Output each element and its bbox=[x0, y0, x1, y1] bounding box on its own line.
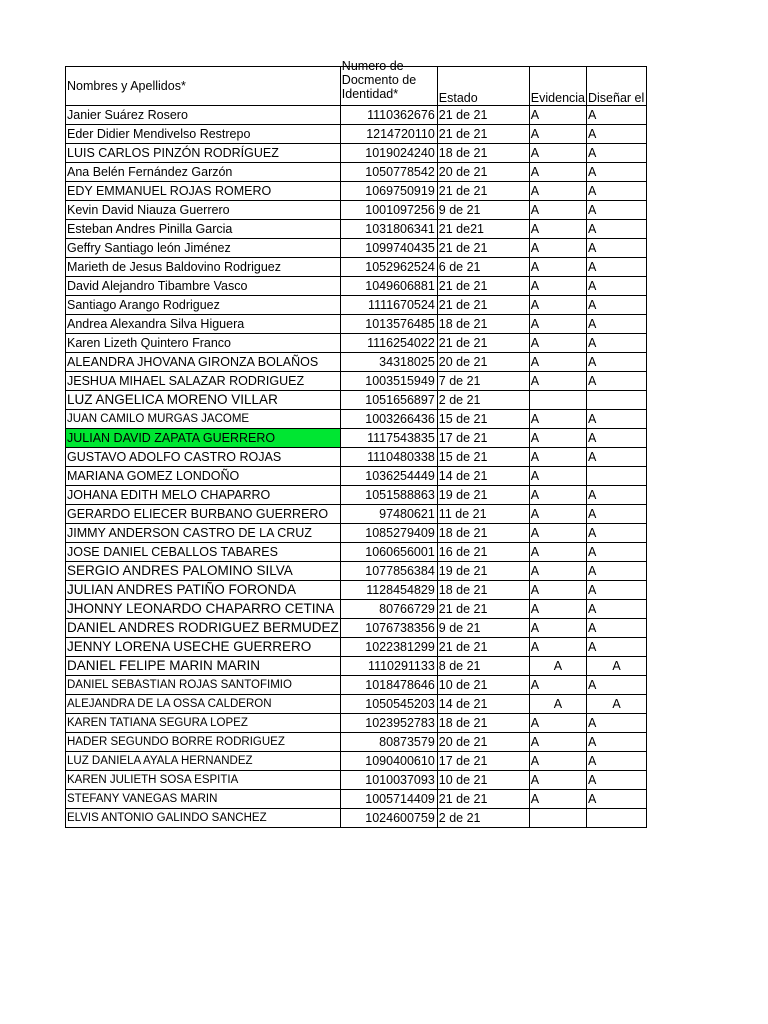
cell-estado[interactable]: 19 de 21 bbox=[437, 486, 529, 505]
cell-evidencia[interactable]: A bbox=[529, 657, 586, 676]
cell-document[interactable]: 1049606881 bbox=[340, 277, 437, 296]
cell-document[interactable]: 1099740435 bbox=[340, 239, 437, 258]
cell-disenar[interactable]: A bbox=[587, 771, 647, 790]
cell-evidencia[interactable]: A bbox=[529, 372, 586, 391]
cell-evidencia[interactable]: A bbox=[529, 277, 586, 296]
cell-name[interactable]: JULIAN ANDRES PATIÑO FORONDA bbox=[66, 581, 341, 600]
table-row bbox=[66, 163, 647, 182]
cell-estado[interactable]: 15 de 21 bbox=[437, 448, 529, 467]
table-row bbox=[66, 809, 647, 828]
cell-disenar[interactable]: A bbox=[587, 353, 647, 372]
cell-disenar[interactable]: A bbox=[587, 657, 647, 676]
cell-disenar[interactable]: A bbox=[587, 372, 647, 391]
cell-disenar[interactable]: A bbox=[587, 334, 647, 353]
cell-disenar[interactable] bbox=[587, 391, 647, 410]
cell-evidencia[interactable]: A bbox=[529, 752, 586, 771]
cell-name[interactable]: DANIEL ANDRES RODRIGUEZ BERMUDEZ bbox=[66, 619, 341, 638]
cell-estado[interactable]: 21 de 21 bbox=[437, 106, 529, 125]
cell-disenar[interactable]: A bbox=[587, 695, 647, 714]
cell-name[interactable]: GUSTAVO ADOLFO CASTRO ROJAS bbox=[66, 448, 341, 467]
cell-estado[interactable]: 2 de 21 bbox=[437, 391, 529, 410]
header-name[interactable]: Nombres y Apellidos* bbox=[66, 67, 341, 106]
cell-name[interactable]: Karen Lizeth Quintero Franco bbox=[66, 334, 341, 353]
cell-document[interactable]: 1110480338 bbox=[340, 448, 437, 467]
cell-evidencia[interactable]: A bbox=[529, 733, 586, 752]
table-row bbox=[66, 410, 647, 429]
cell-disenar[interactable]: A bbox=[587, 448, 647, 467]
cell-disenar[interactable] bbox=[587, 467, 647, 486]
cell-document[interactable]: 1003266436 bbox=[340, 410, 437, 429]
table-row bbox=[66, 258, 647, 277]
cell-name[interactable]: LUIS CARLOS PINZÓN RODRÍGUEZ bbox=[66, 144, 341, 163]
cell-evidencia[interactable]: A bbox=[529, 106, 586, 125]
cell-document[interactable]: 1019024240 bbox=[340, 144, 437, 163]
cell-disenar[interactable]: A bbox=[587, 676, 647, 695]
cell-evidencia[interactable]: A bbox=[529, 258, 586, 277]
cell-document[interactable]: 1050778542 bbox=[340, 163, 437, 182]
cell-estado[interactable]: 8 de 21 bbox=[437, 657, 529, 676]
cell-name[interactable]: JESHUA MIHAEL SALAZAR RODRIGUEZ bbox=[66, 372, 341, 391]
table-row bbox=[66, 391, 647, 410]
cell-evidencia[interactable]: A bbox=[529, 467, 586, 486]
cell-estado[interactable]: 18 de 21 bbox=[437, 524, 529, 543]
cell-disenar[interactable]: A bbox=[587, 486, 647, 505]
cell-estado[interactable]: 10 de 21 bbox=[437, 771, 529, 790]
cell-disenar[interactable]: A bbox=[587, 429, 647, 448]
cell-name[interactable]: JULIAN DAVID ZAPATA GUERRERO bbox=[66, 429, 341, 448]
cell-estado[interactable]: 14 de 21 bbox=[437, 695, 529, 714]
table-row bbox=[66, 220, 647, 239]
cell-document[interactable]: 1024600759 bbox=[340, 809, 437, 828]
cell-disenar[interactable]: A bbox=[587, 201, 647, 220]
cell-evidencia[interactable]: A bbox=[529, 619, 586, 638]
cell-document[interactable]: 1001097256 bbox=[340, 201, 437, 220]
cell-disenar[interactable]: A bbox=[587, 790, 647, 809]
cell-disenar[interactable]: A bbox=[587, 239, 647, 258]
cell-name[interactable]: DANIEL SEBASTIAN ROJAS SANTOFIMIO bbox=[66, 676, 341, 695]
table-row bbox=[66, 106, 647, 125]
cell-name[interactable]: JHONNY LEONARDO CHAPARRO CETINA bbox=[66, 600, 341, 619]
cell-name[interactable]: Esteban Andres Pinilla Garcia bbox=[66, 220, 341, 239]
cell-document[interactable]: 1018478646 bbox=[340, 676, 437, 695]
table-row bbox=[66, 144, 647, 163]
cell-estado[interactable]: 21 de 21 bbox=[437, 638, 529, 657]
cell-estado[interactable]: 18 de 21 bbox=[437, 581, 529, 600]
header-disenar[interactable]: Diseñar el bbox=[587, 67, 647, 106]
cell-name[interactable]: JUAN CAMILO MURGAS JACOME bbox=[66, 410, 341, 429]
cell-document[interactable]: 1010037093 bbox=[340, 771, 437, 790]
header-document[interactable] bbox=[340, 59, 437, 106]
cell-name[interactable]: JOHANA EDITH MELO CHAPARRO bbox=[66, 486, 341, 505]
cell-document[interactable]: 34318025 bbox=[340, 353, 437, 372]
cell-evidencia[interactable]: A bbox=[529, 144, 586, 163]
cell-disenar[interactable]: A bbox=[587, 638, 647, 657]
cell-disenar[interactable]: A bbox=[587, 619, 647, 638]
cell-disenar[interactable]: A bbox=[587, 410, 647, 429]
cell-evidencia[interactable]: A bbox=[529, 163, 586, 182]
cell-evidencia[interactable]: A bbox=[529, 429, 586, 448]
cell-evidencia[interactable]: A bbox=[529, 790, 586, 809]
cell-name[interactable]: Kevin David Niauza Guerrero bbox=[66, 201, 341, 220]
table-row bbox=[66, 315, 647, 334]
cell-document[interactable]: 1117543835 bbox=[340, 429, 437, 448]
table-row bbox=[66, 505, 647, 524]
cell-document[interactable]: 1050545203 bbox=[340, 695, 437, 714]
cell-name[interactable]: JIMMY ANDERSON CASTRO DE LA CRUZ bbox=[66, 524, 341, 543]
cell-evidencia[interactable]: A bbox=[529, 638, 586, 657]
cell-name[interactable]: LUZ DANIELA AYALA HERNANDEZ bbox=[66, 752, 341, 771]
table-row bbox=[66, 581, 647, 600]
cell-name[interactable]: Marieth de Jesus Baldovino Rodriguez bbox=[66, 258, 341, 277]
header-evidencia[interactable]: Evidencia bbox=[529, 67, 586, 106]
table-row bbox=[66, 771, 647, 790]
cell-name[interactable]: SERGIO ANDRES PALOMINO SILVA bbox=[66, 562, 341, 581]
cell-document[interactable]: 1069750919 bbox=[340, 182, 437, 201]
students-table bbox=[65, 59, 647, 828]
cell-disenar[interactable]: A bbox=[587, 277, 647, 296]
table-row bbox=[66, 125, 647, 144]
cell-name[interactable]: David Alejandro Tibambre Vasco bbox=[66, 277, 341, 296]
cell-evidencia[interactable]: A bbox=[529, 220, 586, 239]
cell-name[interactable]: Geffry Santiago león Jiménez bbox=[66, 239, 341, 258]
cell-estado[interactable]: 2 de 21 bbox=[437, 809, 529, 828]
table-row bbox=[66, 334, 647, 353]
cell-estado[interactable]: 18 de 21 bbox=[437, 714, 529, 733]
cell-document[interactable]: 1051656897 bbox=[340, 391, 437, 410]
cell-disenar[interactable]: A bbox=[587, 581, 647, 600]
cell-estado[interactable]: 17 de 21 bbox=[437, 429, 529, 448]
cell-disenar[interactable]: A bbox=[587, 505, 647, 524]
cell-estado[interactable]: 16 de 21 bbox=[437, 543, 529, 562]
table-row bbox=[66, 695, 647, 714]
cell-disenar[interactable]: A bbox=[587, 182, 647, 201]
table-row bbox=[66, 239, 647, 258]
cell-disenar[interactable]: A bbox=[587, 600, 647, 619]
table-row bbox=[66, 619, 647, 638]
header-row bbox=[66, 67, 647, 106]
cell-disenar[interactable]: A bbox=[587, 714, 647, 733]
cell-estado[interactable]: 21 de21 bbox=[437, 220, 529, 239]
cell-document[interactable]: 97480621 bbox=[340, 505, 437, 524]
cell-document[interactable]: 1214720110 bbox=[340, 125, 437, 144]
cell-document[interactable]: 1023952783 bbox=[340, 714, 437, 733]
cell-estado[interactable]: 10 de 21 bbox=[437, 676, 529, 695]
cell-estado[interactable]: 21 de 21 bbox=[437, 239, 529, 258]
cell-estado[interactable]: 21 de 21 bbox=[437, 790, 529, 809]
cell-name[interactable]: KAREN JULIETH SOSA ESPITIA bbox=[66, 771, 341, 790]
table-row bbox=[66, 486, 647, 505]
cell-disenar[interactable]: A bbox=[587, 220, 647, 239]
cell-evidencia[interactable]: A bbox=[529, 296, 586, 315]
cell-evidencia[interactable]: A bbox=[529, 524, 586, 543]
cell-name[interactable]: HADER SEGUNDO BORRE RODRIGUEZ bbox=[66, 733, 341, 752]
cell-estado[interactable]: 14 de 21 bbox=[437, 467, 529, 486]
cell-estado[interactable]: 21 de 21 bbox=[437, 334, 529, 353]
cell-document[interactable]: 80873579 bbox=[340, 733, 437, 752]
cell-document[interactable]: 1005714409 bbox=[340, 790, 437, 809]
cell-evidencia[interactable]: A bbox=[529, 600, 586, 619]
cell-document[interactable]: 80766729 bbox=[340, 600, 437, 619]
cell-disenar[interactable]: A bbox=[587, 543, 647, 562]
cell-disenar[interactable]: A bbox=[587, 524, 647, 543]
cell-name[interactable]: MARIANA GOMEZ LONDOÑO bbox=[66, 467, 341, 486]
cell-disenar[interactable]: A bbox=[587, 562, 647, 581]
cell-name[interactable]: KAREN TATIANA SEGURA LOPEZ bbox=[66, 714, 341, 733]
cell-document[interactable]: 1060656001 bbox=[340, 543, 437, 562]
cell-document[interactable]: 1013576485 bbox=[340, 315, 437, 334]
cell-evidencia[interactable]: A bbox=[529, 353, 586, 372]
table-row bbox=[66, 201, 647, 220]
cell-evidencia[interactable]: A bbox=[529, 182, 586, 201]
cell-evidencia[interactable]: A bbox=[529, 676, 586, 695]
table-row bbox=[66, 296, 647, 315]
header-estado[interactable]: Estado bbox=[437, 67, 529, 106]
cell-document[interactable]: 1076738356 bbox=[340, 619, 437, 638]
table-row bbox=[66, 562, 647, 581]
table-body bbox=[66, 59, 647, 828]
table-row bbox=[66, 277, 647, 296]
cell-document[interactable]: 1128454829 bbox=[340, 581, 437, 600]
cell-disenar[interactable]: A bbox=[587, 752, 647, 771]
cell-document[interactable]: 1111670524 bbox=[340, 296, 437, 315]
cell-evidencia[interactable] bbox=[529, 809, 586, 828]
cell-name[interactable]: DANIEL FELIPE MARIN MARIN bbox=[66, 657, 341, 676]
cell-document[interactable]: 1110291133 bbox=[340, 657, 437, 676]
cell-evidencia[interactable]: A bbox=[529, 239, 586, 258]
cell-document[interactable]: 1022381299 bbox=[340, 638, 437, 657]
cell-name[interactable]: STEFANY VANEGAS MARIN bbox=[66, 790, 341, 809]
cell-document[interactable]: 1052962524 bbox=[340, 258, 437, 277]
cell-document[interactable]: 1077856384 bbox=[340, 562, 437, 581]
cell-estado[interactable]: 21 de 21 bbox=[437, 182, 529, 201]
cell-estado[interactable]: 11 de 21 bbox=[437, 505, 529, 524]
cell-document[interactable]: 1085279409 bbox=[340, 524, 437, 543]
cell-name[interactable]: GERARDO ELIECER BURBANO GUERRERO bbox=[66, 505, 341, 524]
cell-disenar[interactable]: A bbox=[587, 733, 647, 752]
cell-name[interactable]: Andrea Alexandra Silva Higuera bbox=[66, 315, 341, 334]
cell-disenar[interactable]: A bbox=[587, 125, 647, 144]
cell-disenar[interactable]: A bbox=[587, 144, 647, 163]
cell-disenar[interactable]: A bbox=[587, 258, 647, 277]
cell-disenar[interactable]: A bbox=[587, 315, 647, 334]
table-row bbox=[66, 657, 647, 676]
cell-evidencia[interactable]: A bbox=[529, 125, 586, 144]
cell-document[interactable]: 1031806341 bbox=[340, 220, 437, 239]
table-row bbox=[66, 676, 647, 695]
cell-estado[interactable]: 18 de 21 bbox=[437, 315, 529, 334]
cell-document[interactable]: 1090400610 bbox=[340, 752, 437, 771]
cell-evidencia[interactable]: A bbox=[529, 562, 586, 581]
cell-name[interactable]: Eder Didier Mendivelso Restrepo bbox=[66, 125, 341, 144]
cell-estado[interactable]: 21 de 21 bbox=[437, 125, 529, 144]
cell-evidencia[interactable]: A bbox=[529, 505, 586, 524]
cell-estado[interactable]: 21 de 21 bbox=[437, 600, 529, 619]
cell-document[interactable]: 1116254022 bbox=[340, 334, 437, 353]
table-row bbox=[66, 467, 647, 486]
cell-evidencia[interactable]: A bbox=[529, 714, 586, 733]
cell-evidencia[interactable]: A bbox=[529, 771, 586, 790]
cell-evidencia[interactable]: A bbox=[529, 448, 586, 467]
cell-evidencia[interactable]: A bbox=[529, 581, 586, 600]
cell-document[interactable]: 1003515949 bbox=[340, 372, 437, 391]
cell-evidencia[interactable]: A bbox=[529, 315, 586, 334]
cell-disenar[interactable] bbox=[587, 809, 647, 828]
cell-estado[interactable]: 20 de 21 bbox=[437, 353, 529, 372]
spreadsheet-table-container bbox=[65, 59, 647, 828]
cell-name[interactable]: Santiago Arango Rodriguez bbox=[66, 296, 341, 315]
table-row bbox=[66, 524, 647, 543]
cell-disenar[interactable]: A bbox=[587, 296, 647, 315]
cell-evidencia[interactable]: A bbox=[529, 543, 586, 562]
cell-evidencia[interactable]: A bbox=[529, 334, 586, 353]
table-row bbox=[66, 372, 647, 391]
cell-name[interactable]: JENNY LORENA USECHE GUERRERO bbox=[66, 638, 341, 657]
cell-estado[interactable]: 17 de 21 bbox=[437, 752, 529, 771]
cell-document[interactable]: 1110362676 bbox=[340, 106, 437, 125]
cell-estado[interactable]: 21 de 21 bbox=[437, 277, 529, 296]
cell-name[interactable]: Ana Belén Fernández Garzón bbox=[66, 163, 341, 182]
cell-name[interactable]: ELVIS ANTONIO GALINDO SANCHEZ bbox=[66, 809, 341, 828]
table-row bbox=[66, 790, 647, 809]
cell-estado[interactable]: 6 de 21 bbox=[437, 258, 529, 277]
cell-evidencia[interactable]: A bbox=[529, 201, 586, 220]
cell-document[interactable]: 1036254449 bbox=[340, 467, 437, 486]
cell-disenar[interactable]: A bbox=[587, 163, 647, 182]
table-row bbox=[66, 638, 647, 657]
cell-estado[interactable]: 20 de 21 bbox=[437, 163, 529, 182]
cell-evidencia[interactable]: A bbox=[529, 410, 586, 429]
cell-name[interactable]: EDY EMMANUEL ROJAS ROMERO bbox=[66, 182, 341, 201]
cell-evidencia[interactable]: A bbox=[529, 486, 586, 505]
cell-name[interactable]: ALEANDRA JHOVANA GIRONZA BOLAÑOS bbox=[66, 353, 341, 372]
cell-name[interactable]: LUZ ANGELICA MORENO VILLAR bbox=[66, 391, 341, 410]
cell-document[interactable]: 1051588863 bbox=[340, 486, 437, 505]
table-row bbox=[66, 733, 647, 752]
cell-estado[interactable]: 7 de 21 bbox=[437, 372, 529, 391]
cell-estado[interactable]: 21 de 21 bbox=[437, 296, 529, 315]
cell-name[interactable]: ALEJANDRA DE LA OSSA CALDERON bbox=[66, 695, 341, 714]
cell-evidencia[interactable] bbox=[529, 391, 586, 410]
cell-estado[interactable]: 9 de 21 bbox=[437, 201, 529, 220]
cell-name[interactable]: JOSE DANIEL CEBALLOS TABARES bbox=[66, 543, 341, 562]
cell-evidencia[interactable]: A bbox=[529, 695, 586, 714]
table-row bbox=[66, 448, 647, 467]
table-row bbox=[66, 752, 647, 771]
cell-estado[interactable]: 15 de 21 bbox=[437, 410, 529, 429]
table-row bbox=[66, 429, 647, 448]
cell-estado[interactable]: 18 de 21 bbox=[437, 144, 529, 163]
cell-estado[interactable]: 20 de 21 bbox=[437, 733, 529, 752]
table-row bbox=[66, 714, 647, 733]
cell-disenar[interactable]: A bbox=[587, 106, 647, 125]
header-document-text: Numero de Docmento de Identidad* bbox=[341, 59, 417, 101]
table-row bbox=[66, 182, 647, 201]
table-row bbox=[66, 543, 647, 562]
table-row bbox=[66, 353, 647, 372]
cell-estado[interactable]: 9 de 21 bbox=[437, 619, 529, 638]
table-row bbox=[66, 600, 647, 619]
cell-name[interactable]: Janier Suárez Rosero bbox=[66, 106, 341, 125]
cell-estado[interactable]: 19 de 21 bbox=[437, 562, 529, 581]
